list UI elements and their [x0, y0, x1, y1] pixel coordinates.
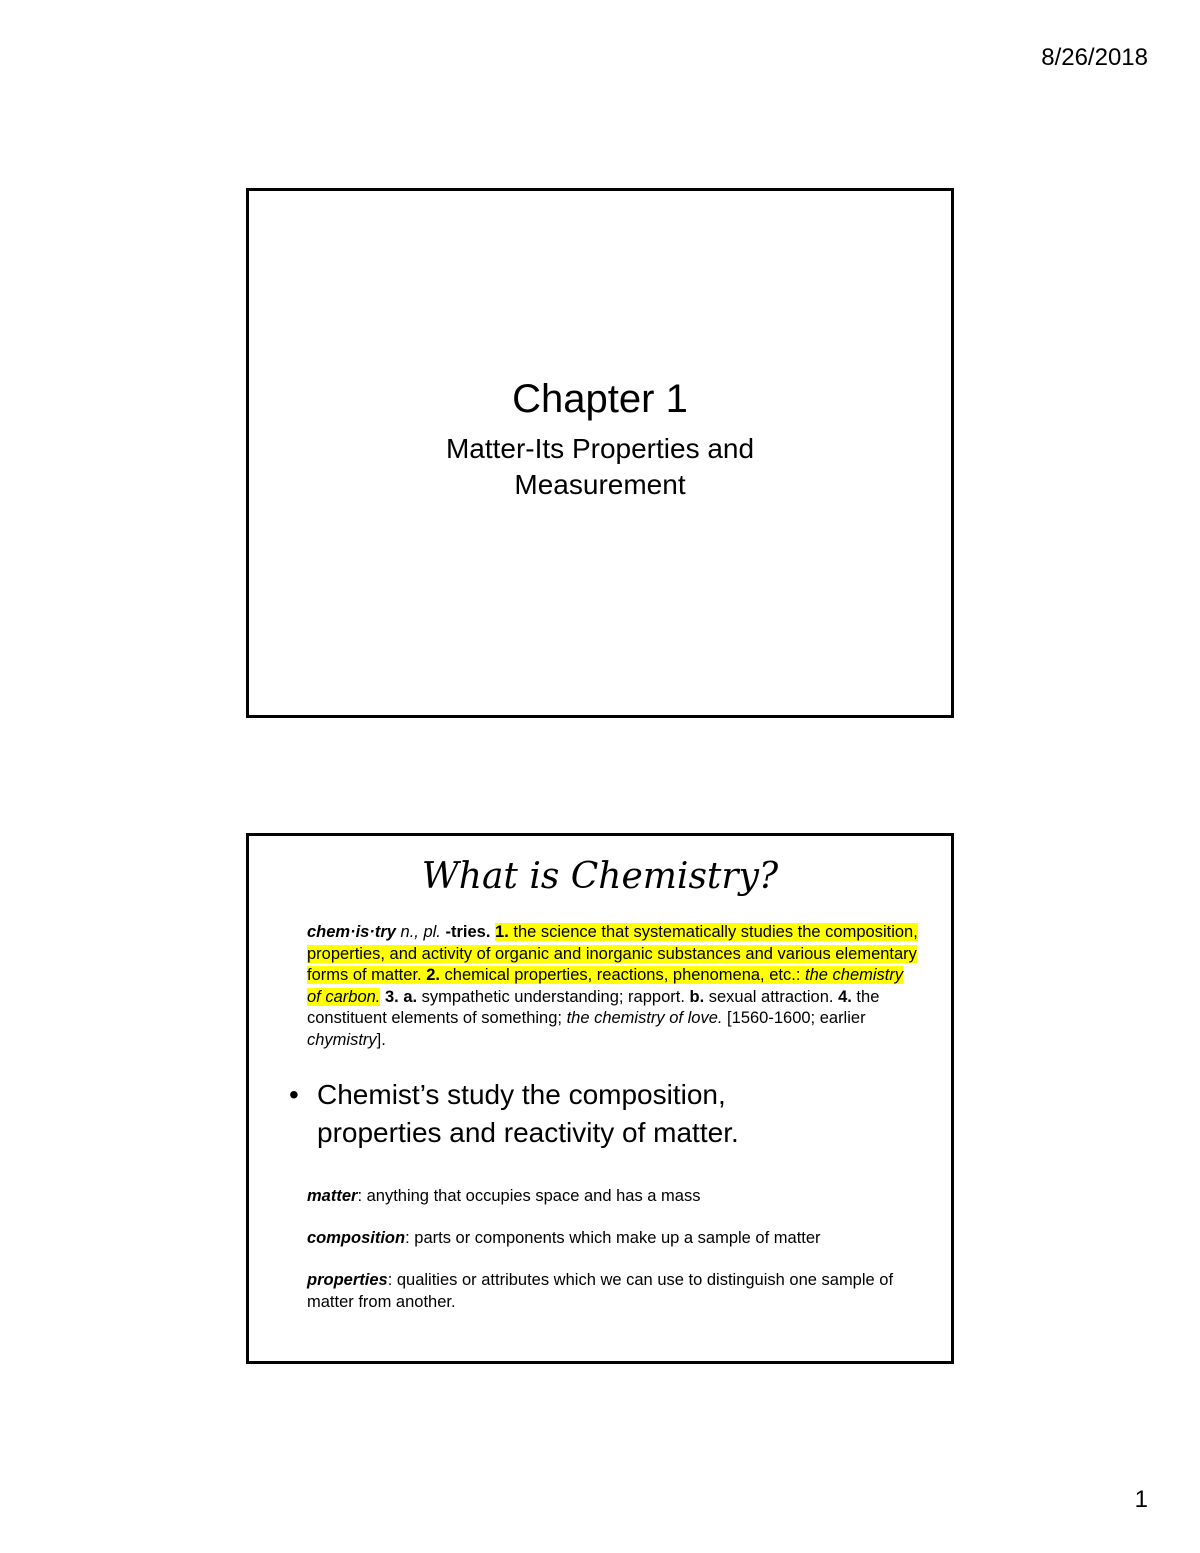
slide-chapter-title	[246, 188, 954, 718]
term-properties	[307, 1270, 907, 1313]
bullet-icon: •	[289, 1079, 299, 1110]
sense-1-number: 1.	[495, 923, 509, 941]
sense-1-text: the science that systematically studies the composition, properties, and activity of organic and inorganic substances and various elementary forms of matter.	[307, 923, 918, 984]
etymology-start: [1560-1600; earlier	[722, 1009, 866, 1027]
sense-3b-text: sexual attraction.	[704, 987, 839, 1006]
sense-4-number: 4.	[838, 987, 852, 1006]
sense-2-number: 2.	[426, 966, 440, 984]
term-definition: : qualities or attributes which we can use to distinguish one sample of matter from another.	[307, 1271, 894, 1311]
bullet-text: Chemist’s study the composition, properties and reactivity of matter.	[317, 1079, 739, 1148]
sense-4-text: the constituent elements of something;	[307, 987, 880, 1027]
term-matter	[307, 1186, 907, 1208]
term-name: composition	[307, 1229, 406, 1247]
definition-headword: chem·is·try	[307, 923, 396, 941]
definition-plural: -tries.	[440, 923, 496, 941]
chapter-subtitle	[249, 431, 951, 503]
etymology-end: ].	[376, 1030, 386, 1049]
etymology-word: chymistry	[307, 1030, 377, 1049]
slide-title: What is Chemistry?	[421, 856, 779, 897]
sense-2-example: the chemistry of carbon.	[307, 966, 904, 1006]
term-name: matter	[307, 1187, 358, 1205]
definition-plural-label: pl.	[423, 923, 441, 941]
sense-3-number: 3. a.	[380, 987, 418, 1006]
term-name: properties	[307, 1271, 388, 1289]
dictionary-definition	[307, 922, 919, 1051]
page-number: 1	[1134, 1486, 1148, 1513]
term-definition: : anything that occupies space and has a mass	[357, 1187, 701, 1205]
sense-3a-text: sympathetic understanding; rapport.	[417, 987, 690, 1006]
sense-2-text: chemical properties, reactions, phenomena, etc.:	[439, 966, 805, 984]
page-date: 8/26/2018	[1041, 44, 1148, 71]
term-definition: : parts or components which make up a sample of matter	[405, 1229, 821, 1247]
sense-3b-number: b.	[689, 987, 705, 1006]
chapter-title: Chapter 1	[512, 377, 688, 421]
chapter-subtitle-line-1: Matter-Its Properties and	[445, 433, 755, 464]
definition-part-of-speech: n.,	[395, 923, 424, 941]
term-composition	[307, 1228, 907, 1250]
chapter-subtitle-line-2: Measurement	[514, 469, 686, 500]
sense-4-example: the chemistry of love.	[566, 1009, 723, 1027]
bullet-point	[289, 1076, 849, 1152]
slide-what-is-chemistry	[246, 833, 954, 1364]
